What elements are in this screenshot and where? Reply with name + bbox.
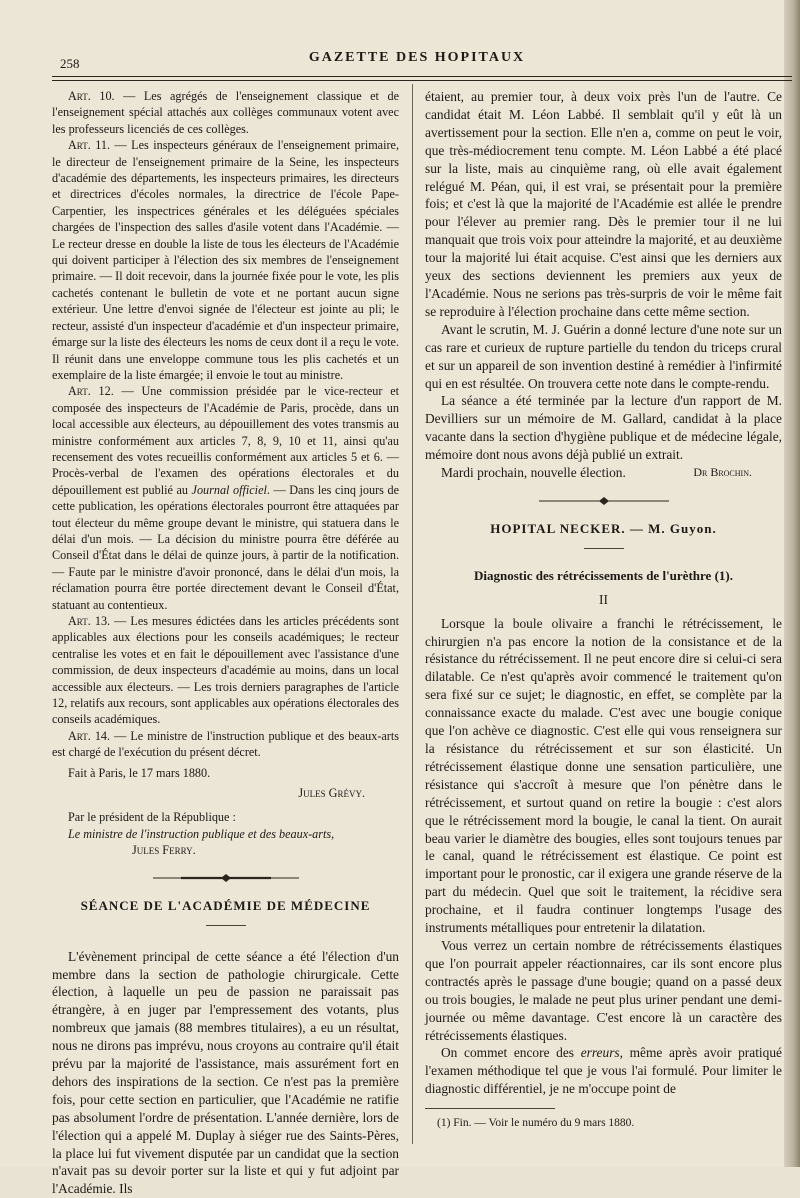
minister-title: Le ministre de l'instruction publique et des beaux-arts, [68,826,335,841]
article-title: Diagnostic des rétrécissements de l'urèthre (1). [474,567,733,583]
right-column [425,88,782,1133]
journal-reference: Journal officiel [191,482,267,497]
seance-continuation: étaient, au premier tour, à deux voix près l'un de l'autre. Ce candidat était M. Léon Labbé. Il semblait qu'il y eût là un avertissement pour la section. Elle n'en a, comme on peut le voir, que très-médiocrement tenu compte. M. Léon Labbé a été placé sur la liste, mais au cinquième rang, où elle avait également relégué M. Péan, qui, il est vrai, se présentait pour la première fois; et c'est là que la majorité de l'Académie est allée le prendre pour l'élever au premier rang. Dès le premier tour il ne lui manquait que trois voix pour atteindre la majorité, et au deuxième tour la majorité lui était acquise. C'est ainsi que les derniers aux yeux des sections deviennent les premiers aux yeux de l'Académie. Nous ne serions pas très-surpris de voir le même fait se reproduire à l'élection prochaine dans cette même section. [425,89,782,319]
ornament-divider-icon [151,873,301,883]
page-binding-edge [784,0,800,1167]
article-text: — Une commission présidée par le vice-recteur et composée des inspecteurs de l'Académie de Paris, procède, dans un local accessible aux électeurs, au dépouillement des votes transmis au ministre conformément aux articles 7, 8, 9, 10 et 11, ainsi qu'au recensement des votes recueillis conformément aux articles 5 et 6. — Procès-verbal de l'examen des opérations électorales et du dépouillement est publié au [52,384,399,497]
article-12 [52,383,399,613]
article-14 [52,728,399,761]
header-rule-top [52,76,792,77]
signature-president: Jules Grévy. [298,786,365,801]
page-header [52,46,782,76]
article-text: — Les agrégés de l'enseignement classique et de l'enseignement spécial attachés aux collèges communaux votent avec les professeurs licenciés de ces collèges. [52,89,399,136]
article-13 [52,613,399,728]
dateline: Fait à Paris, le 17 mars 1880. [68,765,211,780]
header-rule-bottom [52,80,792,81]
mardi-text: Mardi prochain, nouvelle élection. [441,465,626,481]
emphasis-text: erreurs [580,1045,620,1061]
left-column [52,88,399,1198]
signature-brochin: Dr Brochin. [693,465,752,480]
paragraph-text: , même après avoir pratiqué l'examen méthodique tel que je vous l'ai formulé. Pour limiter le diagnostic différentiel, je ne m'occupe point de [425,1045,782,1097]
article-11 [52,137,399,383]
column-divider [412,84,413,1144]
footnote: (1) Fin. — Voir le numéro du 9 mars 1880. [437,1117,635,1130]
article-label: Art. 11. [68,138,111,153]
guerin-paragraph: Avant le scrutin, M. J. Guérin a donné lecture d'une note sur un cas rare et curieux de rupture partielle du tendon du triceps crural et sur un appareil de son invention destiné à remédier à l'infirmité qui en est résultée. On trouvera cette note dans le compte-rendu. [425,321,782,391]
short-rule [584,548,624,549]
diagnostic-paragraph-1: Lorsque la boule olivaire a franchi le rétrécissement, le chirurgien n'a pas encore la notion de la consistance et de la résistance du rétrécissement. Il ne peut encore dire si celui-ci sera dilatable. Ce n'est qu'après avoir commencé le traitement qu'on sera fixé sur ce sujet; le diagnostic, en effet, se complète par la connaissance exacte du malade. C'est avec une bougie conique que l'on achève ce diagnostic. C'est elle qui vous renseignera sur la résistance du rétrécissement et sur son élasticité. Un rétrécissement élastique donne une sensation particulière, une résistance qui s'accroît à mesure que l'on pénètre dans le rétrécissement, et surtout quand on retire la bougie : c'est alors que le rétrécissement mord la bougie, le canal la tient. On aurait beau varier le diamètre des bougies, elles sont toujours tenues par le canal, quand le rétrécissement est élastique. Ce point est important pour le pronostic, car il exigera une grande réserve de la part du médecin. Quel que soit le traitement, la récidive sera prochaine, et il faudra continuer longtemps l'usage des instruments métalliques pour entretenir la dilatation. [425,615,782,936]
ornament-divider-icon [529,496,679,506]
par-le-president: Par le président de la République : [68,810,236,825]
article-text: . — Dans les cinq jours de cette publication, les opérations électorales pourront être attaquées par tout électeur du même groupe devant le ministre, qui statuera dans le délai d'un mois. — La décision du ministre pourra être déférée au Conseil d'État dans le délai de quinze jours, à partir de la notification. — Faute par le ministre d'avoir prononcé, dans le délai d'un mois, la réclamation pourra être portée directement devant le Conseil d'État, statuant au contentieux. [52,482,399,612]
gallard-paragraph: La séance a été terminée par la lecture d'un rapport de M. Devilliers sur un mémoire de M. Gallard, candidat à la place vacante dans la section d'hygiène publique et de médecine légale, mémoire dont nous avons déjà publié un extrait. [425,393,782,463]
mardi-line [425,464,782,482]
paragraph-text: On commet encore des [441,1045,581,1061]
article-label: Art. 12. [68,384,114,399]
seance-paragraph: L'évènement principal de cette séance a été l'élection d'un membre dans la section de pathologie chirurgicale. Cette élection, à laquelle un peu de passion ne paraissait pas étrangère, à en juger par l'empressement des votants, plus nombreux que jamais (88 membres titulaires), a eu un résultat, nous ne dirons pas imprévu, nous croyons au contraire qu'il était prévu par la majorité de l'assistance, mais assurément fort en dehors des inspirations de la section. Ce n'est pas la première fois, pour cette section en particulier, que l'Académie ne ratifie pas absolument l'ordre de présentation. L'année dernière, lors de l'élection qui a appelé M. Duplay à siéger rue des Saints-Pères, la place lui fut vivement disputée par un candidat que la section n'avait pas su devoir porter sur la liste et qui y fut adjoint par l'Académie. Ils [52,948,399,1197]
article-10 [52,88,399,137]
article-label: Art. 13. [68,614,111,628]
article-text: — Le ministre de l'instruction publique et des beaux-arts est chargé de l'exécution du présent décret. [52,728,399,760]
article-label: Art. 10. [68,89,115,103]
short-rule [206,925,246,926]
diagnostic-paragraph-2: Vous verrez un certain nombre de rétrécissements élastiques que l'on pourrait appeler réactionnaires, car ils sont encore plus contractés après le passage d'une bougie; quand on a passé deux ou trois bougies, le malade ne peut plus uriner pendant une demi-journée ou même davantage. C'est encore là un caractère des rétrécissements élastiques. [425,937,782,1043]
diagnostic-paragraph-3 [425,1044,782,1098]
hospital-title: HOPITAL NECKER. — M. Guyon. [490,520,717,536]
article-label: Art. 14. [68,728,111,743]
article-text: — Les mesures édictées dans les articles précédents sont applicables aux élections pour les conseils académiques; le recteur centralise les votes et en fait le dépouillement avec l'assistance d'une commission, de deux inspecteurs d'académie au moins, dans un local accessible aux électeurs. — Les trois derniers paragraphes de l'article 12, relatifs aux recours, sont applicables aux opérations électorales des conseils académiques. [52,614,399,727]
section-title-academie: SÉANCE DE L'ACADÉMIE DE MÉDECINE [80,897,371,913]
footnote-rule [425,1108,555,1109]
part-numeral: II [599,591,608,607]
page-number: 258 [60,56,80,71]
journal-title: GAZETTE DES HOPITAUX [308,50,526,65]
signature-minister: Jules Ferry. [132,843,196,858]
article-text: — Les inspecteurs généraux de l'enseignement primaire, le directeur de l'enseignement primaire de la Seine, les inspecteurs d'académie des départements, les inspecteurs primaires, les directeurs et directrices d'écoles normales, la directrice de l'école Pape-Carpentier, les inspectrices générales et les déléguées spéciales chargées de l'inspection des salles d'asile votent dans l'Académie. — Le recteur dresse en double la liste de tous les électeurs de l'Académie qui doivent participer à l'élection des six membres de l'enseignement primaire. — Il doit recevoir, dans la journée fixée pour le vote, les plis cachetés contenant le bulletin de vote et ne portant aucun signe extérieur. Une lettre d'envoi signée de l'électeur est jointe au pli; le recteur, assisté d'un inspecteur d'académie et d'un inspecteur primaire, émarge sur la liste des électeurs les noms de ceux dont il a reçu le vote. Il réunit dans une enveloppe commune tous les plis cachetés et un exemplaire de la liste émargée; il envoie le tout au ministre. [52,138,399,382]
